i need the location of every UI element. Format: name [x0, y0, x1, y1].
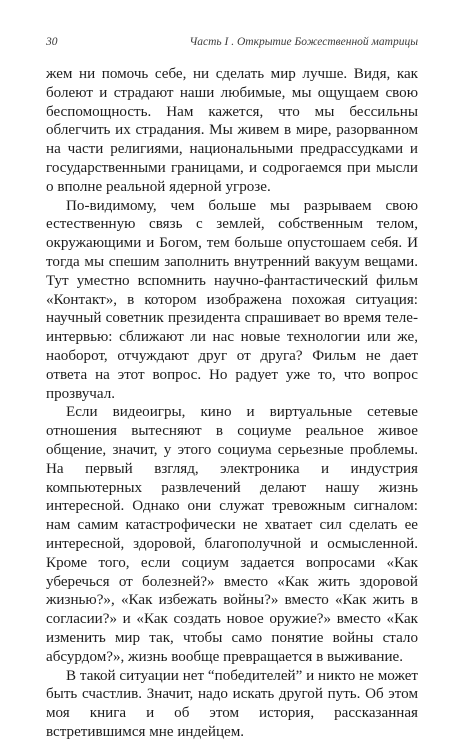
paragraph-continued: жем ни помочь себе, ни сделать мир лучше. Видя, как болеют и страдают наши любимые, мы ощущаем свою беспомощность. Нам кажется, что мы бессильны облегчить их страдания. Мы живем в мире, разорванном на части религиями, национальными предрассудками и государственными границами, и содрогаемся при мысли о вполне реальной ядерной угрозе.: [46, 66, 418, 195]
paragraph: По-видимому, чем больше мы разрываем свою естественную связь с землей, собственным телом, окружающими и Богом, тем больше опустошаем себя. И тогда мы спешим заполнить внутренний вакуум вещами. Тут уместно вспомнить научно-фантастический фильм «Контакт», в котором изображена похожая ситуация: научный советник президента спрашивает во время теле-интервью: сближают ли нас новые технологии или же, наоборот, отчуждают друг от друга? Фильм не дает ответа на этот вопрос. Но радует уже то, что вопрос прозвучал.: [46, 197, 418, 402]
body-text: [46, 65, 418, 742]
paragraph: Если видеоигры, кино и виртуальные сетевые отношения вытесняют в социуме реальное живое общение, значит, у этого социума серьезные проблемы. На первый взгляд, электроника и индустрия компьютерных развлечений делают нашу жизнь интересной. Однако они служат тревожным сигналом: нам самим катастрофически не хватает сил сделать ее интересной, здоровой, благополучной и осмысленной. Кроме того, если социум задается вопросами «Как уберечься от болезней?» вместо «Как жить здоровой жизнью?», «Как избежать войны?» вместо «Как жить в согласии?» и «Как создать новое оружие?» вместо «Как изменить мир так, чтобы само понятие войны стало абсурдом?», жизнь вообще превращается в выживание.: [46, 404, 418, 665]
chapter-title: Часть I . Открытие Божественной матрицы: [189, 36, 418, 48]
paragraph: В такой ситуации нет “победителей” и никто не может быть счастлив. Значит, надо искать другой путь. Об этом моя книга и об этом история, рассказанная встретившимся мне индейцем.: [46, 667, 418, 740]
page-number: 30: [46, 36, 58, 48]
running-head: [46, 36, 418, 52]
